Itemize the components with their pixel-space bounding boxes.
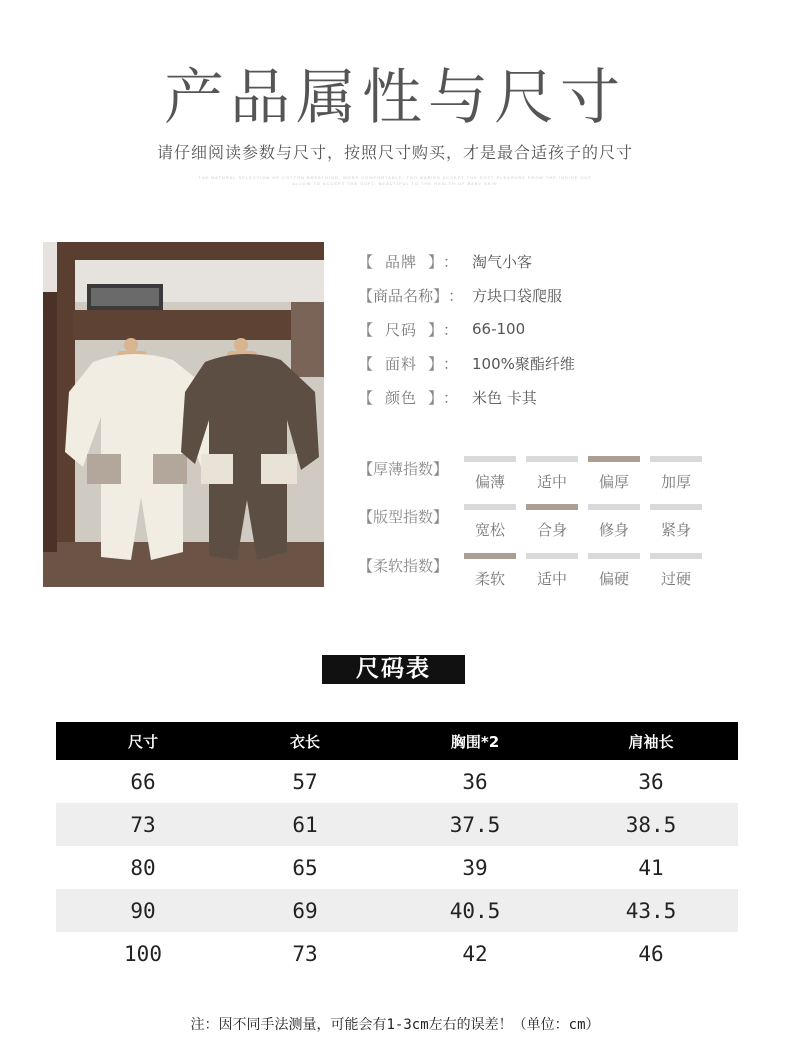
attr-label-char: 面 <box>385 354 401 373</box>
index-option <box>588 553 640 589</box>
cell: 65 <box>292 855 318 880</box>
table-row <box>56 932 738 975</box>
index-bar-selected <box>588 456 640 462</box>
index-bar <box>464 456 516 462</box>
index-bar <box>526 553 578 559</box>
index-option-label: 加厚 <box>660 473 691 491</box>
attr-label-char: 称 <box>418 286 434 305</box>
index-option <box>588 504 640 540</box>
attr-row-color: 【 颜 色 】 ： 米色 卡其 <box>358 388 537 407</box>
page-subtitle: 请仔细阅读参数与尺寸，按照尺寸购买，才是最合适孩子的尺寸 <box>156 143 633 162</box>
index-bar <box>650 504 702 510</box>
cell: 36 <box>462 769 488 794</box>
index-option-label: 偏薄 <box>474 473 505 491</box>
cell: 73 <box>292 941 318 966</box>
attr-label-char: 码 <box>400 320 416 339</box>
cell: 46 <box>638 941 664 966</box>
index-option-label: 适中 <box>536 570 567 588</box>
cell: 38.5 <box>625 812 677 837</box>
index-option <box>650 504 702 540</box>
attr-row-fabric: 【 面 料 】 ： 100%聚酯纤维 <box>358 354 575 373</box>
index-name-thickness: 【厚薄指数】 <box>358 460 449 478</box>
table-row <box>56 846 738 889</box>
index-bar <box>588 553 640 559</box>
attr-value-brand: 淘气小客 <box>472 252 533 271</box>
product-photo <box>43 242 324 587</box>
attr-value-color: 米色 卡其 <box>472 388 537 407</box>
index-option <box>526 456 578 492</box>
measurement-note: 注：因不同手法测量，可能会有1-3cm左右的误差！（单位：cm） <box>190 1017 600 1033</box>
index-option <box>650 456 702 492</box>
header-size: 尺寸 <box>127 732 158 751</box>
index-bar <box>650 553 702 559</box>
index-option <box>526 553 578 589</box>
index-option-label: 适中 <box>536 473 567 491</box>
attr-row-size: 【 尺 码 】 ： 66-100 <box>358 320 526 339</box>
cell: 40.5 <box>449 898 501 923</box>
attr-value-size: 66-100 <box>472 320 526 338</box>
cell: 43.5 <box>625 898 677 923</box>
index-option-label: 柔软 <box>474 570 505 588</box>
attr-label-char: 名 <box>403 286 419 305</box>
header-length: 衣长 <box>289 732 320 751</box>
table-row <box>56 803 738 846</box>
index-option-label: 宽松 <box>474 521 505 539</box>
cell: 100 <box>124 941 162 966</box>
page-title: 产品属性与尺寸 <box>164 63 626 133</box>
table-header <box>56 722 738 760</box>
cell: 41 <box>638 855 664 880</box>
index-option <box>464 504 516 540</box>
cell: 36 <box>638 769 664 794</box>
index-name-softness: 【柔软指数】 <box>358 557 449 575</box>
index-option-label: 偏厚 <box>598 473 629 491</box>
index-bar-selected <box>464 553 516 559</box>
index-option-label: 紧身 <box>660 521 691 539</box>
header-chest: 胸围*2 <box>450 732 500 751</box>
attr-row-name: 【 商 品 名 称 】 ： 方块口袋爬服 <box>358 286 563 305</box>
cell: 57 <box>292 769 318 794</box>
size-table <box>56 722 738 975</box>
index-option-label: 修身 <box>598 521 629 539</box>
attr-value-fabric: 100%聚酯纤维 <box>472 354 575 373</box>
attr-label-char: 颜 <box>385 388 401 407</box>
attr-row-brand: 【 品 牌 】 ： 淘气小客 <box>358 252 533 271</box>
index-bar <box>650 456 702 462</box>
cell: 39 <box>462 855 488 880</box>
index-bar-selected <box>526 504 578 510</box>
fineprint-line-1: THE NATURAL SELECTION OF COTTON BREATHING, MORE COMFORTABLE, TOO BABIES ACCEPT THE SOFT PLEASURE FROM THE INSIDE OUT <box>198 175 592 180</box>
attr-label-char: 色 <box>400 388 416 407</box>
index-option-label: 合身 <box>536 521 567 539</box>
index-bar <box>588 504 640 510</box>
cell: 73 <box>130 812 156 837</box>
cell: 42 <box>462 941 488 966</box>
index-option <box>526 504 578 540</box>
attr-value-name: 方块口袋爬服 <box>472 286 563 305</box>
product-attributes <box>358 244 575 414</box>
attr-label-char: 品 <box>388 286 404 305</box>
index-option <box>464 456 516 492</box>
cell: 61 <box>292 812 318 837</box>
cell: 37.5 <box>449 812 501 837</box>
attr-label-char: 尺 <box>385 320 401 339</box>
index-bar <box>464 504 516 510</box>
index-option-label: 偏硬 <box>598 570 629 588</box>
table-row <box>56 760 738 803</box>
cell: 69 <box>292 898 318 923</box>
header-sleeve: 肩袖长 <box>628 732 674 751</box>
fineprint-line-2: ALLOW TO ACCEPT THE SOFT, BEAUTIFUL TO THE HEALTH OF BABY SKIN <box>292 181 498 186</box>
cell: 66 <box>130 769 156 794</box>
attr-label-char: 商 <box>373 286 389 305</box>
cell: 90 <box>130 898 156 923</box>
index-option <box>588 456 640 492</box>
index-option <box>650 553 702 589</box>
index-bar <box>526 456 578 462</box>
cell: 80 <box>130 855 156 880</box>
index-option <box>464 553 516 589</box>
attr-label-char: 牌 <box>400 252 416 271</box>
attr-label-char: 料 <box>400 354 416 373</box>
table-row <box>56 889 738 932</box>
size-chart-title: 尺码表 <box>322 655 465 684</box>
index-option-label: 过硬 <box>660 570 691 588</box>
index-name-fit: 【版型指数】 <box>358 508 449 526</box>
attr-label-char: 品 <box>385 252 401 271</box>
